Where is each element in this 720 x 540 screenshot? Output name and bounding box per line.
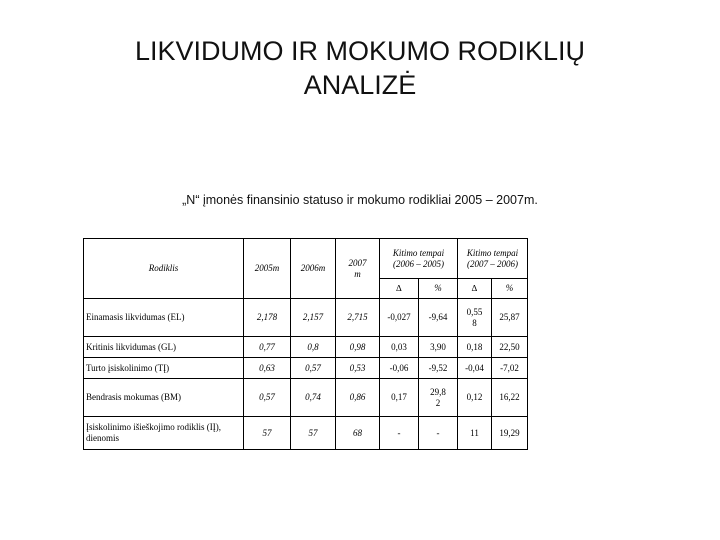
row-name: Bendrasis mokumas (BM) — [84, 379, 244, 417]
header-2007-suffix: m — [354, 268, 361, 279]
cell-2006: 0,8 — [291, 337, 336, 358]
cell-2005: 0,57 — [244, 379, 291, 417]
row-name: Einamasis likvidumas (EL) — [84, 299, 244, 337]
cell-pct-1: -9,64 — [419, 299, 458, 337]
table-row — [84, 379, 528, 417]
table-caption: „N“ įmonės finansinio statuso ir mokumo rodikliai 2005 – 2007m. — [182, 193, 538, 207]
header-growth-2006-2005: Kitimo tempai (2006 – 2005) — [380, 239, 458, 279]
cell-delta-1: -0,06 — [380, 358, 419, 379]
header-2007 — [336, 239, 380, 299]
title-line-1: LIKVIDUMO IR MOKUMO RODIKLIŲ — [134, 36, 586, 66]
title-line-2: ANALIZĖ — [303, 70, 417, 100]
cell-delta-1: -0,027 — [380, 299, 419, 337]
row-name: Turto įsiskolinimo (TĮ) — [84, 358, 244, 379]
header-2007-year: 2007 — [348, 257, 367, 268]
cell-pct-2: -7,02 — [492, 358, 528, 379]
table-row — [84, 337, 528, 358]
header-delta-2: ∆ — [458, 279, 492, 299]
cell-2007: 0,86 — [336, 379, 380, 417]
cell-pct-2: 22,50 — [492, 337, 528, 358]
header-pct-2: % — [492, 279, 528, 299]
cell-delta-1: 0,17 — [380, 379, 419, 417]
cell-delta-2: 0,12 — [458, 379, 492, 417]
cell-2007: 0,53 — [336, 358, 380, 379]
cell-pct-2: 19,29 — [492, 417, 528, 450]
header-pct-1: % — [419, 279, 458, 299]
table-row — [84, 299, 528, 337]
cell-2006: 57 — [291, 417, 336, 450]
cell-2005: 2,178 — [244, 299, 291, 337]
cell-2006: 0,57 — [291, 358, 336, 379]
header-indicator: Rodiklis — [84, 239, 244, 299]
cell-pct-1: -9,52 — [419, 358, 458, 379]
cell-delta-2: 0,55 8 — [458, 299, 492, 337]
cell-pct-2: 25,87 — [492, 299, 528, 337]
header-delta-1: ∆ — [380, 279, 419, 299]
table-header-row — [84, 239, 528, 279]
cell-delta-1: - — [380, 417, 419, 450]
header-2005: 2005m — [244, 239, 291, 299]
cell-delta-2: -0,04 — [458, 358, 492, 379]
header-growth-2007-2006: Kitimo tempai (2007 – 2006) — [458, 239, 528, 279]
cell-2006: 0,74 — [291, 379, 336, 417]
page-title — [60, 34, 660, 102]
cell-2005: 0,77 — [244, 337, 291, 358]
table-row — [84, 417, 528, 450]
cell-pct-1: - — [419, 417, 458, 450]
cell-2005: 0,63 — [244, 358, 291, 379]
cell-2007: 2,715 — [336, 299, 380, 337]
table-row — [84, 358, 528, 379]
cell-pct-1: 29,8 2 — [419, 379, 458, 417]
cell-delta-2: 11 — [458, 417, 492, 450]
cell-delta-2: 0,18 — [458, 337, 492, 358]
ratios-table — [83, 238, 528, 450]
cell-pct-1: 3,90 — [419, 337, 458, 358]
cell-2006: 2,157 — [291, 299, 336, 337]
cell-2005: 57 — [244, 417, 291, 450]
row-name: Kritinis likvidumas (GL) — [84, 337, 244, 358]
row-name: Įsiskolinimo išieškojimo rodiklis (IĮ), dienomis — [84, 417, 244, 450]
cell-2007: 0,98 — [336, 337, 380, 358]
header-2006: 2006m — [291, 239, 336, 299]
cell-delta-1: 0,03 — [380, 337, 419, 358]
cell-pct-2: 16,22 — [492, 379, 528, 417]
cell-2007: 68 — [336, 417, 380, 450]
